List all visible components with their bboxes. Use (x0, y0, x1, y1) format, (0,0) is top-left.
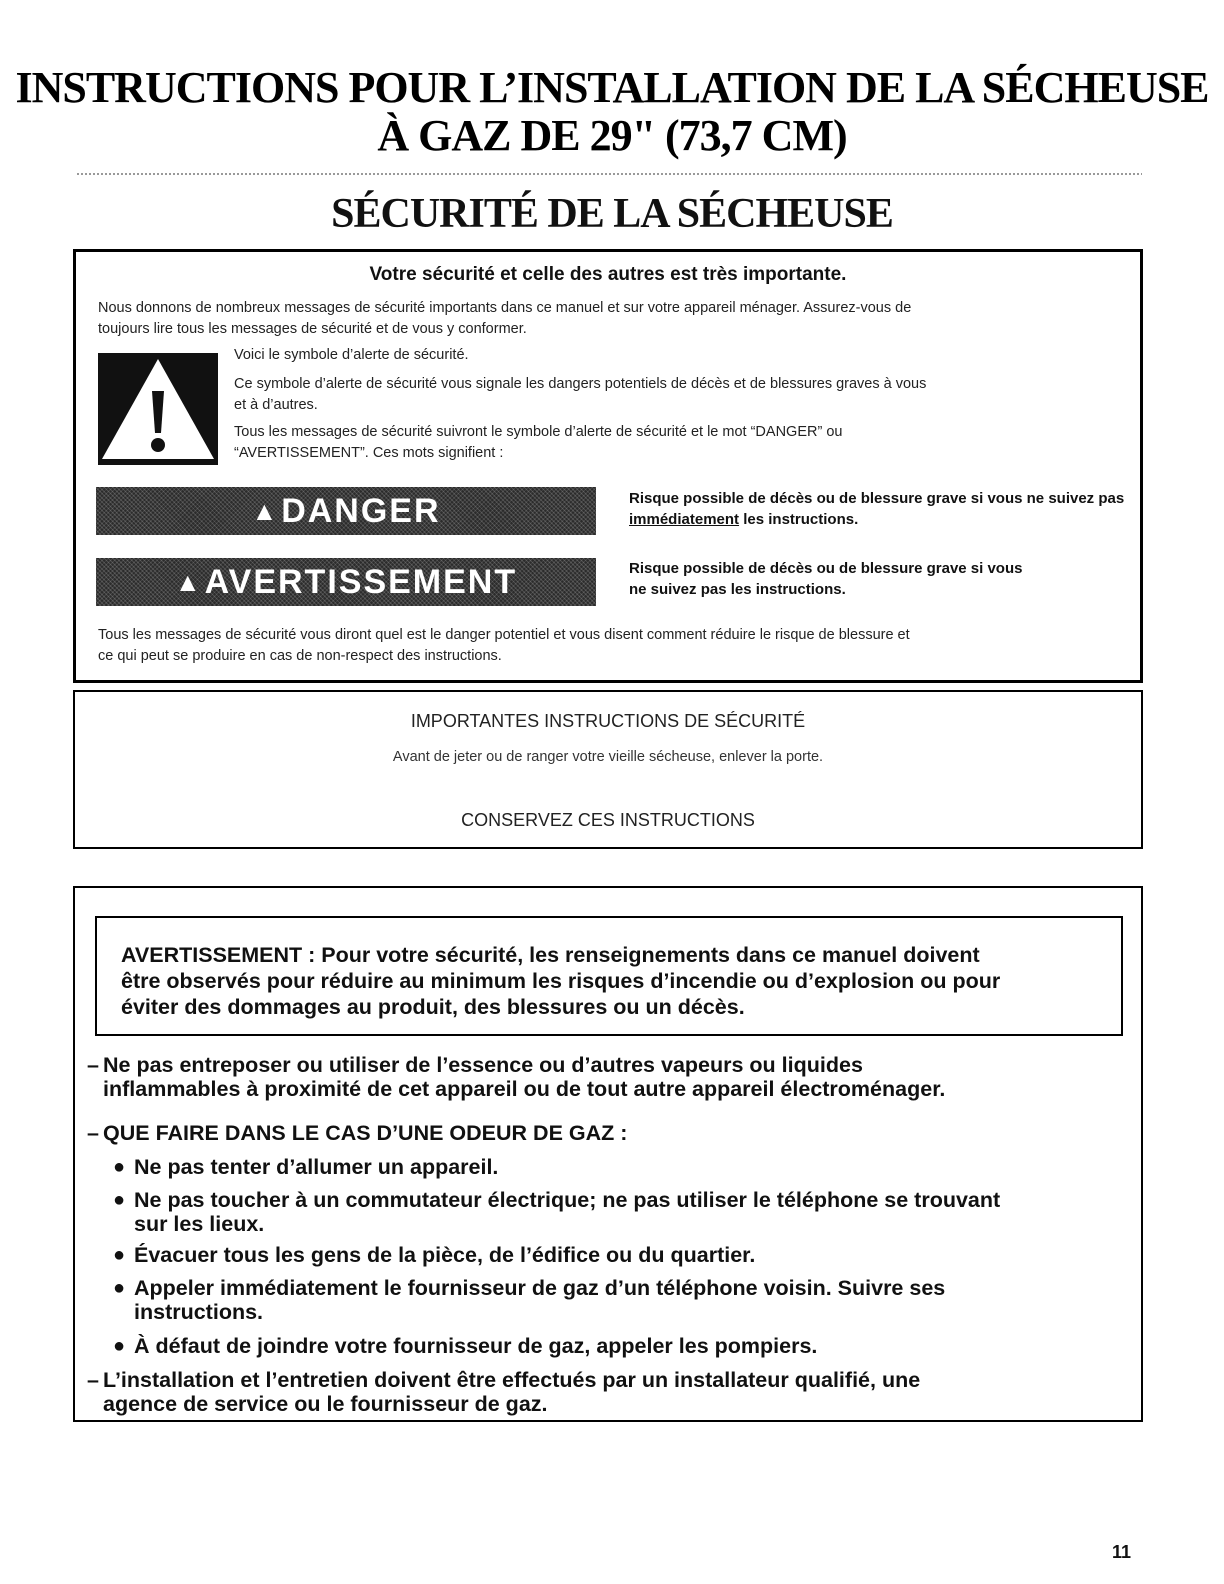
symbol-text: Voici le symbole d’alerte de sécurité. (234, 347, 469, 363)
document-title-line1: INSTRUCTIONS POUR L’INSTALLATION DE LA SÉCHEUSE (15, 63, 1209, 112)
signal-words-intro: Tous les messages de sécurité suivront le symbole d’alerte de sécurité et le mot “DANGER” ou “AVERTISSEMENT”. Ces mots signifient : (234, 424, 843, 461)
warning-label: AVERTISSEMENT (204, 562, 518, 601)
warning-statement-box (95, 916, 1123, 1036)
page-number: 11 (1112, 1542, 1132, 1562)
document-title-line2: À GAZ DE 29" (73,7 CM) (377, 111, 847, 160)
important-footer: CONSERVEZ CES INSTRUCTIONS (461, 810, 755, 830)
safety-footer: Tous les messages de sécurité vous diront quel est le danger potentiel et vous disent comment réduire le risque de blessure et ce qui peut se produire en cas de non-respect des instructions. (98, 627, 910, 664)
warning-banner (96, 558, 596, 606)
safety-alert-icon (98, 353, 218, 465)
bullet-icon: ● (113, 1335, 126, 1357)
safety-intro: Nous donnons de nombreux messages de sécurité importants dans ce manuel et sur votre appareil ménager. Assurez-vous de toujours lire tous les messages de sécurité et de vous y conformer. (98, 300, 912, 337)
important-title: IMPORTANTES INSTRUCTIONS DE SÉCURITÉ (410, 711, 806, 731)
bullet-icon: ● (113, 1189, 126, 1211)
symbol-description: Ce symbole d’alerte de sécurité vous signale les dangers potentiels de décès et de blessures graves à vous et à d’autres. (234, 376, 927, 413)
safety-box (73, 249, 1143, 683)
danger-description: Risque possible de décès ou de blessure grave si vous ne suivez pas immédiatement les instructions. (629, 490, 1125, 528)
important-instructions-box (73, 690, 1143, 849)
important-body: Avant de jeter ou de ranger votre vieille sécheuse, enlever la porte. (392, 749, 824, 765)
section-title: SÉCURITÉ DE LA SÉCHEUSE (331, 191, 893, 237)
warning-triangle-icon: ▲ (174, 566, 203, 597)
dotted-divider (76, 172, 1142, 176)
bullet-icon: ● (113, 1244, 126, 1266)
warning-description: Risque possible de décès ou de blessure grave si vous ne suivez pas les instructions. (629, 560, 1023, 598)
bullet-icon: ● (113, 1156, 126, 1178)
warning-statement: AVERTISSEMENT : Pour votre sécurité, les renseignements dans ce manuel doivent être observés pour réduire au minimum les risques d’incendie ou d’explosion ou pour éviter des dommages au produit, des blessures ou un décès. (121, 943, 1001, 1019)
danger-banner (96, 487, 596, 535)
gas-warning-box: AVERTISSEMENT : Pour votre sécurité, les renseignements dans ce manuel doivent être observés pour réduire au minimum les risques d’incendie ou d’explosion ou pour éviter des dommages au produit, des blessures ou un décès. – Ne pas entreposer ou utiliser de l’essence ou d’autres vapeurs ou liquides inflammables à proximité de cet appareil ou de tout autre appareil électroménager. – QUE FAIRE DANS LE CAS D’UNE ODEUR DE GAZ : ● Ne pas tenter d’allumer un appareil. ● Ne pas toucher à un commutateur électrique; ne pas utiliser le téléphone se trouvant sur les lieux. ● Évacuer tous les gens de la pièce, de l’édifice ou du quartier. ● Appeler immédiatement le fournisseur de gaz d’un téléphone voisin. Suivre ses instructions. ● À défaut de joindre votre fournisseur de gaz, appeler les pompiers. – L’installation et l’entretien doivent être effectués par un installateur qualifié, une agence de service ou le fournisseur de gaz. (73, 886, 1143, 1422)
safety-heading: Votre sécurité et celle des autres est très importante. (369, 264, 847, 285)
warning-triangle-icon: ▲ (251, 495, 280, 526)
bullet-icon: ● (113, 1277, 126, 1299)
danger-label: DANGER (281, 491, 441, 530)
